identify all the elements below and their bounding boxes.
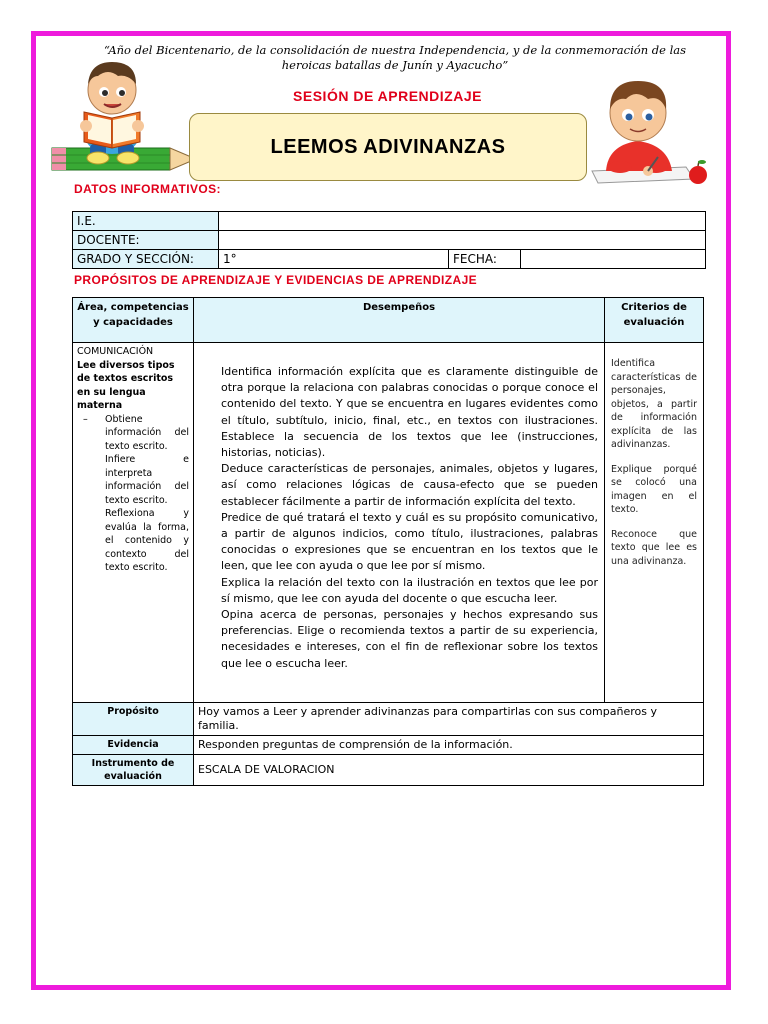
proposito-row xyxy=(73,703,704,736)
proposito-value: Hoy vamos a Leer y aprender adivinanzas para compartirlas con sus compañeros y familia. xyxy=(194,703,704,736)
desempeno-paragraph: Explica la relación del texto con la ilustración en textos que lee por sí mismo, que lee con ayuda del docente o que escucha leer. xyxy=(221,575,598,605)
boy-writing-illustration xyxy=(586,75,710,187)
col-area-header: Área, competencias y capacidades xyxy=(73,298,194,343)
content-row xyxy=(73,343,704,703)
capacidad-item: Infiere e interpreta información del texto escrito. xyxy=(105,454,189,506)
datos-heading: DATOS INFORMATIVOS: xyxy=(74,182,221,196)
datos-table xyxy=(72,211,706,269)
desempeno-paragraph: Identifica información explícita que es claramente distinguible de otra porque la relaciona con palabras conocidas o porque conoce el contenido del texto. Y que se encuentra en lugares evidentes como el título, subtítulo, inicio, final, etc., en textos con ilustraciones. Establece la secuencia de los textos que lee (instrucciones, historias, noticias). xyxy=(221,365,598,460)
criterio-item: Explique porqué se colocó una imagen en el texto. xyxy=(611,463,697,515)
area-cell xyxy=(73,343,194,703)
title-banner xyxy=(189,113,587,181)
desempeno-paragraph: Deduce características de personajes, animales, objetos y lugares, así como relaciones lógicas de causa-efecto que se pueden establecer fácilmente a partir de información explícita del texto. xyxy=(221,462,598,508)
evidencia-row xyxy=(73,736,704,755)
instrumento-label: Instrumento de evaluación xyxy=(73,755,194,786)
desempeno-paragraph: Opina acerca de personas, personajes y hechos expresando sus preferencias. Elige o recomienda textos a partir de su experiencia, necesidades e intereses, con el fin de reflexionar sobre los textos que lee o escucha leer. xyxy=(221,608,598,670)
fecha-value xyxy=(521,250,706,269)
criterio-item: Reconoce que texto que lee es una adivinanza. xyxy=(611,528,697,567)
proposito-label: Propósito xyxy=(73,703,194,736)
area-name: COMUNICACIÓN xyxy=(77,346,154,357)
instrumento-value: ESCALA DE VALORACION xyxy=(194,755,704,786)
docente-row xyxy=(73,231,706,250)
ie-row xyxy=(73,212,706,231)
session-heading: SESIÓN DE APRENDIZAJE xyxy=(293,88,482,104)
grado-row xyxy=(73,250,706,269)
criterios-cell xyxy=(605,343,704,703)
evidencia-label: Evidencia xyxy=(73,736,194,755)
ie-value xyxy=(219,212,706,231)
competencia-text: Lee diversos tipos de textos escritos en su lengua materna xyxy=(77,359,175,411)
criterio-item: Identifica características de personajes, objetos, a partir de información explícita de las adivinanzas. xyxy=(611,358,697,450)
docente-value xyxy=(219,231,706,250)
header-row xyxy=(73,298,704,343)
motto-text: “Año del Bicentenario, de la consolidación de nuestra Independencia, y de la conmemoración de las heroicas batallas de Junín y Ayacucho” xyxy=(103,43,687,72)
capacidad-item: – Obtiene información del texto escrito. xyxy=(105,413,189,454)
desempenos-cell xyxy=(194,343,605,703)
session-title: LEEMOS ADIVINANZAS xyxy=(270,135,506,158)
capacidades-list xyxy=(77,413,189,575)
grado-value: 1° xyxy=(219,250,449,269)
capacidad-item: Reflexiona y evalúa la forma, el contenido y contexto del texto escrito. xyxy=(105,508,189,573)
col-criterios-header: Criterios de evaluación xyxy=(605,298,704,343)
fecha-label: FECHA: xyxy=(449,250,521,269)
ie-label: I.E. xyxy=(73,212,219,231)
desempeno-paragraph: Predice de qué tratará el texto y cuál es su propósito comunicativo, a partir de algunos indicios, como título, ilustraciones, palabras conocidas o expresiones que se encuentran en los textos que le leen, que lee con ayuda o que lee por sí mismo. xyxy=(221,510,598,573)
evidencia-value: Responden preguntas de comprensión de la información. xyxy=(194,736,704,755)
docente-label: DOCENTE: xyxy=(73,231,219,250)
grado-label: GRADO Y SECCIÓN: xyxy=(73,250,219,269)
propositos-table xyxy=(72,297,704,786)
propositos-heading: PROPÓSITOS DE APRENDIZAJE Y EVIDENCIAS DE APRENDIZAJE xyxy=(74,273,478,287)
boy-reading-illustration xyxy=(44,52,204,176)
instrumento-row xyxy=(73,755,704,786)
col-desempenos-header: Desempeños xyxy=(194,298,605,343)
